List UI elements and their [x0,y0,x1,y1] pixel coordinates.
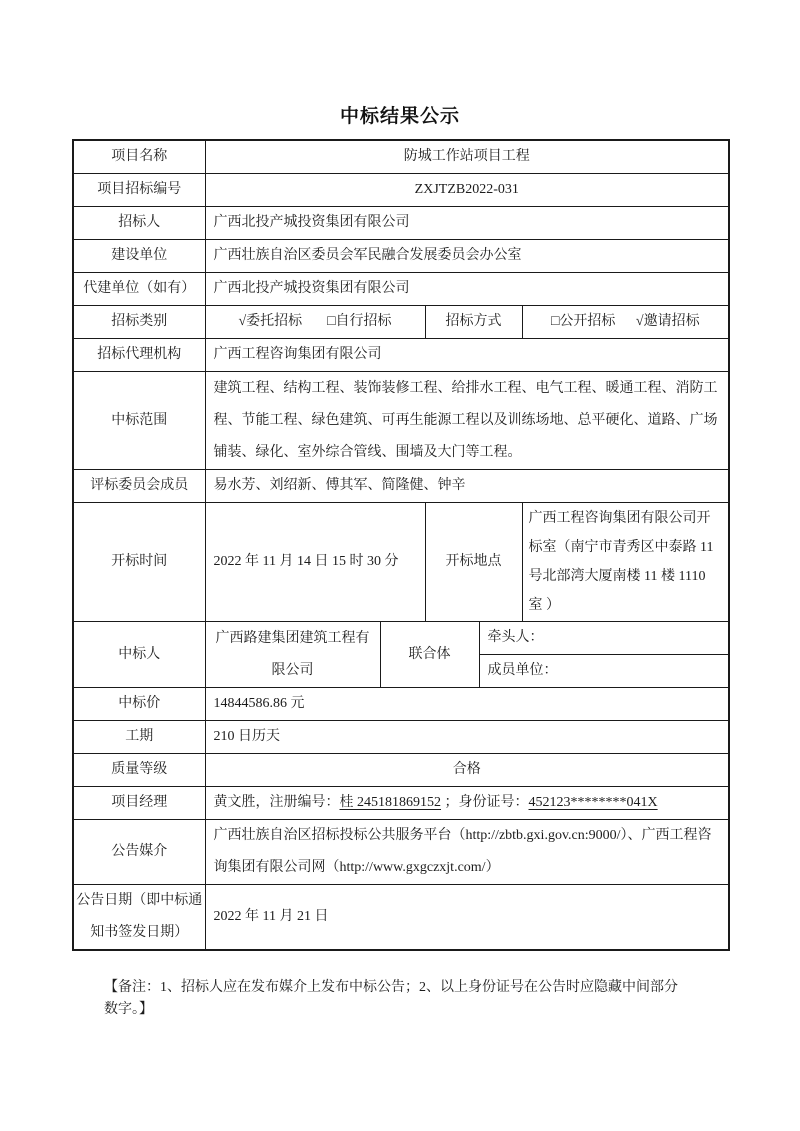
manager-registration-number: 桂 245181869152 [339,795,441,810]
row-bid-number [73,174,729,207]
project-name-value: 防城工作站项目工程 [205,140,729,174]
row-tenderer [73,207,729,240]
media-value: 广西壮族自治区招标投标公共服务平台（http://zbtb.gxi.gov.cn:9000/）、广西工程咨询集团有限公司网（http://www.gxgczxjt.com/） [205,820,729,885]
manager-name-text: 黄文胜，注册编号： [213,795,340,810]
checkbox-invited-bidding: √邀请招标 [635,314,700,329]
bid-method-options [522,306,729,339]
agent-unit-value: 广西北投产城投资集团有限公司 [205,273,729,306]
scope-label: 中标范围 [73,372,205,470]
row-duration [73,721,729,754]
committee-value: 易水芳、刘绍新、傅其军、简隆健、钟辛 [205,470,729,503]
tenderer-label: 招标人 [73,207,205,240]
consortium-leader-label: 牵头人： [479,622,729,655]
agent-unit-label: 代建单位（如有） [73,273,205,306]
row-agency [73,339,729,372]
announce-date-value: 2022 年 11 月 21 日 [205,885,729,951]
bid-method-label: 招标方式 [425,306,522,339]
quality-label: 质量等级 [73,754,205,787]
opening-place-value: 广西工程咨询集团有限公司开标室（南宁市青秀区中泰路 11 号北部湾大厦南楼 11 楼 1110 室 ） [522,503,729,622]
row-winner [73,622,729,655]
winner-name-value: 广西路建集团建筑工程有限公司 [205,622,380,688]
duration-value: 210 日历天 [205,721,729,754]
bid-number-label: 项目招标编号 [73,174,205,207]
row-committee [73,470,729,503]
committee-label: 评标委员会成员 [73,470,205,503]
quality-value: 合格 [205,754,729,787]
row-media [73,820,729,885]
row-construction-unit [73,240,729,273]
scope-value: 建筑工程、结构工程、装饰装修工程、给排水工程、电气工程、暖通工程、消防工程、节能工程、绿色建筑、可再生能源工程以及训练场地、总平硬化、道路、广场铺装、绿化、室外综合管线、围墙及大门等工程。 [205,372,729,470]
checkbox-open-bidding: □公开招标 [550,314,616,329]
checkbox-self-bidding: □自行招标 [327,314,392,329]
project-name-label: 项目名称 [73,140,205,174]
duration-label: 工期 [73,721,205,754]
row-announce-date [73,885,729,951]
winner-label: 中标人 [73,622,205,688]
announce-date-label: 公告日期（即中标通知书签发日期） [73,885,205,951]
consortium-members-label: 成员单位： [479,655,729,688]
row-opening [73,503,729,622]
row-bid-category [73,306,729,339]
row-project-name [73,140,729,174]
agency-label: 招标代理机构 [73,339,205,372]
construction-unit-value: 广西壮族自治区委员会军民融合发展委员会办公室 [205,240,729,273]
consortium-label: 联合体 [380,622,479,688]
media-label: 公告媒介 [73,820,205,885]
opening-place-label: 开标地点 [425,503,522,622]
page-title: 中标结果公示 [339,106,460,127]
row-agent-unit [73,273,729,306]
bid-category-label: 招标类别 [73,306,205,339]
price-value: 14844586.86 元 [205,688,729,721]
manager-value [205,787,729,820]
tenderer-value: 广西北投产城投资集团有限公司 [205,207,729,240]
agency-value: 广西工程咨询集团有限公司 [205,339,729,372]
checkbox-entrust-bidding: √委托招标 [238,314,303,329]
remark-note: 【备注：1、招标人应在发布媒介上发布中标公告；2、以上身份证号在公告时应隐藏中间部分数字。】 [104,980,678,1017]
row-manager [73,787,729,820]
bid-number-value: ZXJTZB2022-031 [205,174,729,207]
bid-result-table [72,139,730,951]
row-scope [73,372,729,470]
row-price [73,688,729,721]
opening-time-value: 2022 年 11 月 14 日 15 时 30 分 [205,503,425,622]
price-label: 中标价 [73,688,205,721]
opening-time-label: 开标时间 [73,503,205,622]
manager-id-number: 452123********041X [528,795,658,810]
row-quality [73,754,729,787]
bid-category-options [205,306,425,339]
construction-unit-label: 建设单位 [73,240,205,273]
manager-id-caption: ；身份证号： [441,795,529,810]
manager-label: 项目经理 [73,787,205,820]
